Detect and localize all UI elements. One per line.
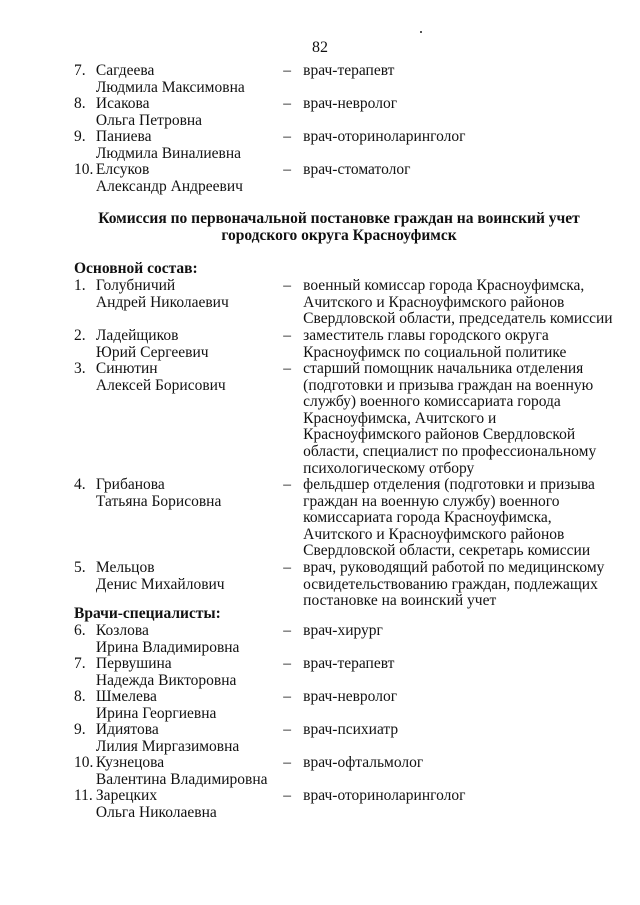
list-item [74, 560, 614, 610]
list-item [74, 278, 614, 328]
list-item [74, 656, 614, 689]
position: военный комиссар города Красноуфимска, Ачитского и Красноуфимского районов Свердловской области, председатель комиссии [303, 277, 613, 328]
item-number: 8. [74, 95, 86, 112]
commission-title-line-1: Комиссия по первоначальной постановке граждан на воинский учет [98, 210, 580, 227]
dash: – [283, 277, 291, 294]
given-names: Денис Михайлович [95, 575, 225, 593]
item-number: 9. [74, 128, 86, 145]
dash: – [283, 161, 291, 178]
given-names: Ирина Владимировна [95, 638, 240, 656]
given-names: Лилия Миргазимовна [95, 737, 240, 755]
dash: – [283, 622, 291, 639]
position: заместитель главы городского округа Красноуфимск по социальной политике [303, 327, 567, 361]
given-names: Александр Андреевич [95, 177, 243, 195]
position: врач-невролог [303, 688, 398, 705]
item-number: 5. [74, 559, 86, 576]
surname: Мельцов [95, 559, 155, 576]
given-names: Юрий Сергеевич [95, 343, 209, 361]
item-number: 7. [74, 62, 86, 79]
list-item [74, 328, 614, 361]
surname: Шмелева [95, 688, 157, 705]
dash: – [283, 95, 291, 112]
list-item [74, 129, 614, 162]
given-names: Алексей Борисович [95, 376, 226, 394]
given-names: Надежда Викторовна [95, 671, 237, 689]
dash: – [283, 360, 291, 377]
surname: Елсуков [95, 161, 150, 178]
list-item [74, 63, 614, 96]
list-item [74, 477, 614, 560]
position: врач, руководящий работой по медицинскому освидетельствованию граждан, подлежащих постановке на воинский учет [303, 559, 605, 610]
given-names: Ольга Петровна [95, 111, 203, 129]
commission-title [74, 211, 604, 244]
main-members-list [74, 278, 614, 610]
list-item [74, 96, 614, 129]
commission-title-line-2: городского округа Красноуфимск [221, 226, 457, 244]
position: врач-невролог [303, 95, 398, 112]
surname: Голубничий [95, 277, 176, 294]
dash: – [283, 655, 291, 672]
surname: Идиятова [95, 721, 159, 738]
given-names: Людмила Максимовна [95, 78, 245, 96]
list-item [74, 788, 614, 821]
position: врач-стоматолог [303, 161, 411, 178]
given-names: Ольга Николаевна [95, 803, 217, 821]
dash: – [283, 754, 291, 771]
previous-commission-list [74, 63, 614, 195]
dash: – [283, 688, 291, 705]
dash: – [283, 559, 291, 576]
list-item [74, 689, 614, 722]
item-number: 4. [74, 476, 86, 493]
item-number: 7. [74, 655, 86, 672]
given-names: Татьяна Борисовна [95, 492, 222, 510]
list-item [74, 722, 614, 755]
position: врач-психиатр [303, 721, 399, 738]
item-number: 11. [74, 787, 93, 804]
surname: Козлова [95, 622, 149, 639]
dash: – [283, 128, 291, 145]
surname: Паниева [95, 128, 152, 145]
surname: Сагдеева [95, 62, 155, 79]
page-number: 82 [312, 39, 328, 56]
dash: – [283, 787, 291, 804]
dash: – [283, 721, 291, 738]
surname: Первушина [95, 655, 172, 672]
list-item [74, 623, 614, 656]
item-number: 10. [74, 161, 94, 178]
position: врач-хирург [303, 622, 383, 639]
scan-dot [420, 31, 422, 33]
list-item [74, 361, 614, 477]
given-names: Людмила Виналиевна [95, 144, 242, 162]
item-number: 2. [74, 327, 86, 344]
surname: Кузнецова [95, 754, 165, 771]
surname: Синютин [95, 360, 158, 377]
given-names: Ирина Георгиевна [95, 704, 217, 722]
given-names: Валентина Владимировна [95, 770, 268, 788]
position: старший помощник начальника отделения (подготовки и призыва граждан на военную службу) военного комиссариата города Красноуфимска, Ачитского и Красноуфимского районов Свердловской области, специалист по профессиональному психологическому отбору [303, 360, 597, 477]
position: врач-терапевт [303, 655, 395, 672]
item-number: 1. [74, 277, 86, 294]
dash: – [283, 327, 291, 344]
position: врач-терапевт [303, 62, 395, 79]
item-number: 3. [74, 360, 86, 377]
position: фельдшер отделения (подготовки и призыва граждан на военную службу) военного комиссариата города Красноуфимска, Ачитского и Красноуфимского районов Свердловской области, секретарь комиссии [303, 476, 595, 560]
doctors-section-title: Врачи-специалисты: [74, 605, 221, 622]
surname: Грибанова [95, 476, 165, 493]
position: врач-оториноларинголог [303, 128, 466, 145]
dash: – [283, 476, 291, 493]
position: врач-оториноларинголог [303, 787, 466, 804]
item-number: 6. [74, 622, 86, 639]
main-section-title: Основной состав: [74, 260, 198, 277]
item-number: 10. [74, 754, 94, 771]
item-number: 8. [74, 688, 86, 705]
surname: Зарецких [95, 787, 158, 804]
doctors-list [74, 623, 614, 821]
list-item [74, 755, 614, 788]
item-number: 9. [74, 721, 86, 738]
surname: Ладейщиков [95, 327, 179, 344]
position: врач-офтальмолог [303, 754, 424, 771]
given-names: Андрей Николаевич [95, 293, 229, 311]
list-item [74, 162, 614, 195]
surname: Исакова [95, 95, 150, 112]
dash: – [283, 62, 291, 79]
